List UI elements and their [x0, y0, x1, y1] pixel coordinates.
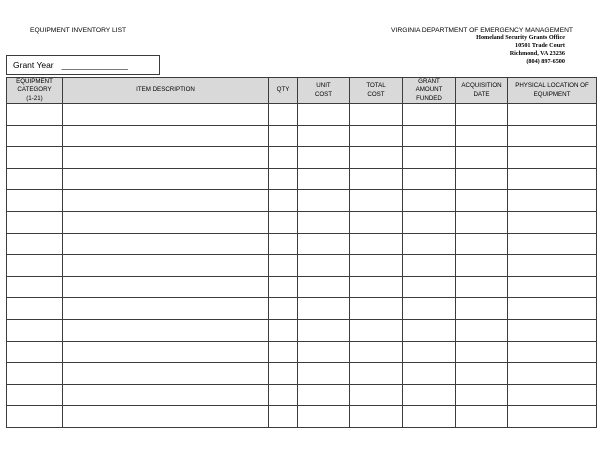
column-header-label: EQUIPMENT — [16, 78, 53, 86]
table-cell-total-cost — [350, 212, 403, 234]
table-cell-equipment-category — [7, 190, 63, 212]
table-cell-equipment-category — [7, 385, 63, 407]
agency-address-block — [476, 34, 565, 66]
table-cell-qty — [269, 255, 298, 277]
table-cell-unit-cost — [298, 147, 350, 169]
column-header-label: CATEGORY — [17, 86, 52, 94]
table-cell-acquisition-date — [456, 385, 508, 407]
table-cell-total-cost — [350, 320, 403, 342]
table-cell-qty — [269, 212, 298, 234]
column-header-label: EQUIPMENT — [533, 90, 571, 98]
table-cell-total-cost — [350, 298, 403, 320]
table-cell-physical-location — [508, 126, 597, 148]
agency-city-state-zip: Richmond, VA 23236 — [509, 50, 565, 57]
table-cell-total-cost — [350, 406, 403, 428]
table-cell-total-cost — [350, 255, 403, 277]
column-header-total-cost — [350, 78, 403, 104]
table-cell-equipment-category — [7, 169, 63, 191]
table-cell-grant-amount-funded — [403, 147, 456, 169]
table-cell-qty — [269, 385, 298, 407]
table-cell-grant-amount-funded — [403, 406, 456, 428]
column-header-label: FUNDED — [416, 94, 442, 102]
table-cell-unit-cost — [298, 190, 350, 212]
table-cell-total-cost — [350, 234, 403, 256]
table-cell-total-cost — [350, 190, 403, 212]
grant-year-blank: ______________ — [61, 60, 128, 70]
table-cell-qty — [269, 147, 298, 169]
table-cell-item-description — [63, 298, 269, 320]
column-header-label: ITEM DESCRIPTION — [136, 86, 195, 94]
table-cell-acquisition-date — [456, 255, 508, 277]
table-cell-item-description — [63, 406, 269, 428]
table-cell-item-description — [63, 169, 269, 191]
inventory-table — [6, 77, 597, 428]
table-cell-physical-location — [508, 255, 597, 277]
table-cell-equipment-category — [7, 277, 63, 299]
table-cell-unit-cost — [298, 363, 350, 385]
table-cell-equipment-category — [7, 320, 63, 342]
table-cell-equipment-category — [7, 126, 63, 148]
table-cell-total-cost — [350, 277, 403, 299]
table-cell-grant-amount-funded — [403, 320, 456, 342]
table-cell-equipment-category — [7, 342, 63, 364]
column-header-label: DATE — [473, 90, 490, 98]
table-cell-grant-amount-funded — [403, 385, 456, 407]
table-cell-physical-location — [508, 234, 597, 256]
table-cell-qty — [269, 126, 298, 148]
table-cell-equipment-category — [7, 255, 63, 277]
table-cell-item-description — [63, 212, 269, 234]
document-title: EQUIPMENT INVENTORY LIST — [30, 27, 127, 34]
table-cell-item-description — [63, 255, 269, 277]
table-cell-physical-location — [508, 147, 597, 169]
table-cell-item-description — [63, 363, 269, 385]
table-cell-unit-cost — [298, 406, 350, 428]
table-cell-acquisition-date — [456, 234, 508, 256]
column-header-label: UNIT — [316, 82, 331, 90]
table-cell-acquisition-date — [456, 363, 508, 385]
column-header-label: COST — [367, 90, 385, 98]
agency-street: 10501 Trade Court — [515, 42, 565, 49]
column-header-grant-amount-funded — [403, 78, 456, 104]
table-cell-equipment-category — [7, 406, 63, 428]
table-cell-item-description — [63, 190, 269, 212]
table-cell-total-cost — [350, 104, 403, 126]
table-cell-grant-amount-funded — [403, 126, 456, 148]
table-cell-physical-location — [508, 169, 597, 191]
table-cell-acquisition-date — [456, 342, 508, 364]
table-cell-physical-location — [508, 212, 597, 234]
table-cell-acquisition-date — [456, 406, 508, 428]
table-cell-item-description — [63, 385, 269, 407]
table-cell-equipment-category — [7, 363, 63, 385]
table-cell-acquisition-date — [456, 169, 508, 191]
table-cell-qty — [269, 320, 298, 342]
table-cell-item-description — [63, 277, 269, 299]
table-cell-acquisition-date — [456, 277, 508, 299]
column-header-item-description — [63, 78, 269, 104]
agency-name: VIRGINIA DEPARTMENT OF EMERGENCY MANAGEMENT — [391, 27, 573, 34]
table-cell-grant-amount-funded — [403, 169, 456, 191]
column-header-label: AMOUNT — [415, 86, 443, 94]
column-header-label: ACQUISITION — [461, 82, 502, 90]
table-cell-item-description — [63, 126, 269, 148]
column-header-label: GRANT — [418, 78, 440, 86]
table-cell-unit-cost — [298, 277, 350, 299]
table-cell-unit-cost — [298, 320, 350, 342]
table-cell-unit-cost — [298, 169, 350, 191]
table-cell-unit-cost — [298, 255, 350, 277]
table-cell-unit-cost — [298, 234, 350, 256]
column-header-unit-cost — [298, 78, 350, 104]
table-cell-equipment-category — [7, 234, 63, 256]
table-cell-total-cost — [350, 385, 403, 407]
table-cell-qty — [269, 104, 298, 126]
table-cell-grant-amount-funded — [403, 363, 456, 385]
table-cell-qty — [269, 342, 298, 364]
table-cell-grant-amount-funded — [403, 234, 456, 256]
table-cell-total-cost — [350, 363, 403, 385]
table-cell-grant-amount-funded — [403, 342, 456, 364]
table-cell-acquisition-date — [456, 104, 508, 126]
table-cell-qty — [269, 406, 298, 428]
table-cell-acquisition-date — [456, 147, 508, 169]
table-cell-unit-cost — [298, 385, 350, 407]
table-cell-acquisition-date — [456, 126, 508, 148]
table-cell-grant-amount-funded — [403, 255, 456, 277]
table-cell-item-description — [63, 147, 269, 169]
agency-phone: (804) 897-6500 — [526, 58, 565, 65]
table-cell-item-description — [63, 234, 269, 256]
table-cell-item-description — [63, 104, 269, 126]
table-cell-grant-amount-funded — [403, 190, 456, 212]
table-cell-qty — [269, 363, 298, 385]
table-cell-physical-location — [508, 277, 597, 299]
column-header-label: TOTAL — [366, 82, 386, 90]
table-cell-qty — [269, 298, 298, 320]
table-cell-acquisition-date — [456, 190, 508, 212]
table-cell-acquisition-date — [456, 212, 508, 234]
table-cell-grant-amount-funded — [403, 277, 456, 299]
table-cell-unit-cost — [298, 212, 350, 234]
table-cell-equipment-category — [7, 147, 63, 169]
column-header-label: COST — [314, 90, 333, 98]
table-cell-qty — [269, 277, 298, 299]
table-cell-physical-location — [508, 298, 597, 320]
grant-year-label: Grant Year — [13, 60, 54, 70]
table-cell-item-description — [63, 320, 269, 342]
table-cell-grant-amount-funded — [403, 212, 456, 234]
table-cell-physical-location — [508, 104, 597, 126]
table-cell-unit-cost — [298, 104, 350, 126]
table-cell-acquisition-date — [456, 298, 508, 320]
column-header-physical-location — [508, 78, 597, 104]
table-cell-total-cost — [350, 126, 403, 148]
table-cell-unit-cost — [298, 342, 350, 364]
grant-year-box — [6, 55, 160, 75]
table-cell-grant-amount-funded — [403, 104, 456, 126]
table-cell-unit-cost — [298, 298, 350, 320]
table-cell-physical-location — [508, 320, 597, 342]
table-cell-qty — [269, 190, 298, 212]
table-cell-item-description — [63, 342, 269, 364]
table-cell-equipment-category — [7, 298, 63, 320]
table-cell-total-cost — [350, 169, 403, 191]
table-cell-equipment-category — [7, 104, 63, 126]
table-cell-unit-cost — [298, 126, 350, 148]
table-cell-grant-amount-funded — [403, 298, 456, 320]
table-cell-physical-location — [508, 363, 597, 385]
table-cell-physical-location — [508, 342, 597, 364]
table-cell-qty — [269, 169, 298, 191]
agency-office: Homeland Security Grants Office — [476, 34, 565, 41]
table-cell-acquisition-date — [456, 320, 508, 342]
table-cell-equipment-category — [7, 212, 63, 234]
column-header-label: PHYSICAL LOCATION OF — [515, 82, 589, 90]
table-cell-physical-location — [508, 190, 597, 212]
table-cell-total-cost — [350, 342, 403, 364]
table-cell-physical-location — [508, 385, 597, 407]
column-header-acquisition-date — [456, 78, 508, 104]
column-header-equipment-category — [7, 78, 63, 104]
table-cell-physical-location — [508, 406, 597, 428]
column-header-qty — [269, 78, 298, 104]
column-header-label: (1-21) — [26, 94, 43, 102]
table-cell-total-cost — [350, 147, 403, 169]
table-cell-qty — [269, 234, 298, 256]
column-header-label: QTY — [276, 86, 290, 94]
